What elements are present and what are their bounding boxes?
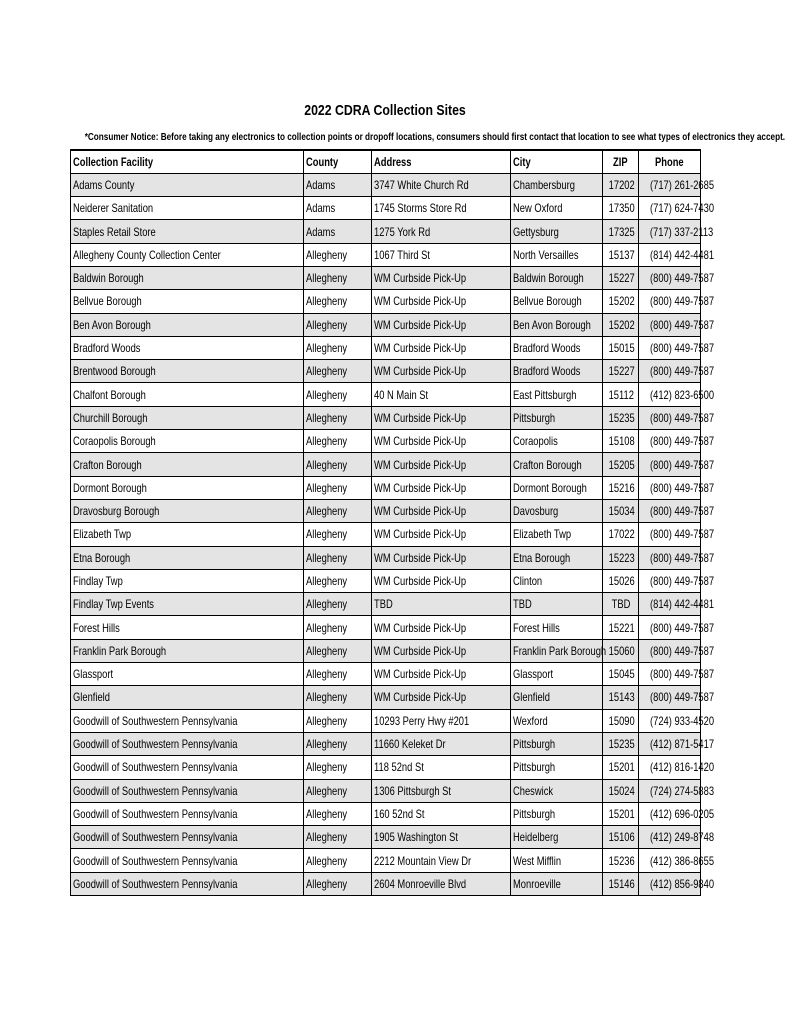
- cell-county: Allegheny: [304, 639, 372, 662]
- column-header-phone: Phone: [639, 150, 701, 173]
- cell-phone: (800) 449-7587: [639, 266, 701, 289]
- cell-county: Allegheny: [304, 732, 372, 755]
- cell-city: West Mifflin: [511, 849, 603, 872]
- cell-zip: 15026: [603, 569, 639, 592]
- cell-address: WM Curbside Pick-Up: [372, 569, 511, 592]
- cell-city: Bradford Woods: [511, 336, 603, 359]
- cell-facility: Bellvue Borough: [71, 290, 304, 313]
- cell-county: Allegheny: [304, 872, 372, 895]
- table-row: [71, 476, 701, 499]
- cell-city: Clinton: [511, 569, 603, 592]
- table-row: [71, 243, 701, 266]
- table-row: [71, 826, 701, 849]
- cell-county: Allegheny: [304, 499, 372, 522]
- cell-facility: Goodwill of Southwestern Pennsylvania: [71, 756, 304, 779]
- cell-county: Adams: [304, 173, 372, 196]
- cell-city: Bellvue Borough: [511, 290, 603, 313]
- cell-phone: (800) 449-7587: [639, 569, 701, 592]
- cell-zip: 15236: [603, 849, 639, 872]
- cell-city: Etna Borough: [511, 546, 603, 569]
- cell-facility: Forest Hills: [71, 616, 304, 639]
- cell-facility: Allegheny County Collection Center: [71, 243, 304, 266]
- cell-county: Allegheny: [304, 593, 372, 616]
- cell-zip: TBD: [603, 593, 639, 616]
- cell-zip: 15015: [603, 336, 639, 359]
- cell-zip: 15090: [603, 709, 639, 732]
- cell-address: 1275 York Rd: [372, 220, 511, 243]
- cell-phone: (800) 449-7587: [639, 663, 701, 686]
- cell-address: WM Curbside Pick-Up: [372, 546, 511, 569]
- collection-sites-table: [70, 149, 715, 896]
- cell-address: WM Curbside Pick-Up: [372, 453, 511, 476]
- table-row: [71, 802, 701, 825]
- table-row: [71, 290, 701, 313]
- cell-city: Wexford: [511, 709, 603, 732]
- table-row: [71, 663, 701, 686]
- cell-address: 2604 Monroeville Blvd: [372, 872, 511, 895]
- cell-city: North Versailles: [511, 243, 603, 266]
- cell-address: 160 52nd St: [372, 802, 511, 825]
- cell-phone: (814) 442-4481: [639, 593, 701, 616]
- cell-facility: Glassport: [71, 663, 304, 686]
- cell-city: Ben Avon Borough: [511, 313, 603, 336]
- cell-phone: (412) 871-5417: [639, 732, 701, 755]
- table-row: [71, 383, 701, 406]
- table-row: [71, 336, 701, 359]
- cell-zip: 15024: [603, 779, 639, 802]
- table-row: [71, 686, 701, 709]
- cell-address: WM Curbside Pick-Up: [372, 499, 511, 522]
- cell-city: Chambersburg: [511, 173, 603, 196]
- cell-zip: 15045: [603, 663, 639, 686]
- column-header-zip: ZIP: [603, 150, 639, 173]
- cell-zip: 15223: [603, 546, 639, 569]
- cell-zip: 15060: [603, 639, 639, 662]
- table-row: [71, 523, 701, 546]
- cell-phone: (717) 261-2685: [639, 173, 701, 196]
- cell-city: Pittsburgh: [511, 802, 603, 825]
- cell-county: Allegheny: [304, 779, 372, 802]
- cell-facility: Findlay Twp: [71, 569, 304, 592]
- cell-phone: (800) 449-7587: [639, 313, 701, 336]
- table-row: [71, 406, 701, 429]
- column-header-facility: Collection Facility: [71, 150, 304, 173]
- cell-county: Allegheny: [304, 406, 372, 429]
- cell-county: Allegheny: [304, 686, 372, 709]
- cell-address: TBD: [372, 593, 511, 616]
- cell-county: Adams: [304, 197, 372, 220]
- table-row: [71, 732, 701, 755]
- cell-address: WM Curbside Pick-Up: [372, 430, 511, 453]
- cell-facility: Baldwin Borough: [71, 266, 304, 289]
- cell-address: 3747 White Church Rd: [372, 173, 511, 196]
- cell-facility: Goodwill of Southwestern Pennsylvania: [71, 849, 304, 872]
- cell-city: Gettysburg: [511, 220, 603, 243]
- cell-city: New Oxford: [511, 197, 603, 220]
- cell-facility: Elizabeth Twp: [71, 523, 304, 546]
- column-header-address: Address: [372, 150, 511, 173]
- cell-address: WM Curbside Pick-Up: [372, 406, 511, 429]
- table-row: [71, 756, 701, 779]
- cell-phone: (717) 337-2113: [639, 220, 701, 243]
- cell-county: Allegheny: [304, 243, 372, 266]
- cell-county: Allegheny: [304, 360, 372, 383]
- cell-phone: (814) 442-4481: [639, 243, 701, 266]
- cell-facility: Etna Borough: [71, 546, 304, 569]
- table-row: [71, 546, 701, 569]
- cell-zip: 17325: [603, 220, 639, 243]
- cell-address: WM Curbside Pick-Up: [372, 266, 511, 289]
- cell-address: WM Curbside Pick-Up: [372, 476, 511, 499]
- cell-phone: (800) 449-7587: [639, 360, 701, 383]
- table-row: [71, 616, 701, 639]
- cell-county: Allegheny: [304, 569, 372, 592]
- cell-phone: (800) 449-7587: [639, 290, 701, 313]
- cell-phone: (724) 933-4520: [639, 709, 701, 732]
- cell-phone: (800) 449-7587: [639, 639, 701, 662]
- table-body: [71, 173, 715, 895]
- table-row: [71, 313, 701, 336]
- cell-address: 10293 Perry Hwy #201: [372, 709, 511, 732]
- table-row: [71, 197, 701, 220]
- table-row: [71, 709, 701, 732]
- cell-address: 1745 Storms Store Rd: [372, 197, 511, 220]
- cell-zip: 15143: [603, 686, 639, 709]
- cell-county: Allegheny: [304, 826, 372, 849]
- cell-county: Allegheny: [304, 430, 372, 453]
- cell-county: Allegheny: [304, 546, 372, 569]
- cell-address: 1905 Washington St: [372, 826, 511, 849]
- cell-county: Allegheny: [304, 290, 372, 313]
- cell-phone: (412) 823-6500: [639, 383, 701, 406]
- cell-phone: (800) 449-7587: [639, 336, 701, 359]
- cell-zip: 17022: [603, 523, 639, 546]
- cell-facility: Goodwill of Southwestern Pennsylvania: [71, 826, 304, 849]
- cell-phone: (800) 449-7587: [639, 616, 701, 639]
- cell-county: Allegheny: [304, 523, 372, 546]
- cell-phone: (800) 449-7587: [639, 476, 701, 499]
- cell-address: WM Curbside Pick-Up: [372, 639, 511, 662]
- cell-county: Allegheny: [304, 616, 372, 639]
- cell-city: Franklin Park Borough: [511, 639, 603, 662]
- cell-phone: (412) 696-0205: [639, 802, 701, 825]
- cell-city: Forest Hills: [511, 616, 603, 639]
- cell-city: Davosburg: [511, 499, 603, 522]
- table-header-row: [71, 150, 701, 173]
- cell-city: East Pittsburgh: [511, 383, 603, 406]
- cell-phone: (724) 274-5883: [639, 779, 701, 802]
- column-header-city: City: [511, 150, 603, 173]
- cell-city: Crafton Borough: [511, 453, 603, 476]
- cell-facility: Dormont Borough: [71, 476, 304, 499]
- cell-facility: Franklin Park Borough: [71, 639, 304, 662]
- table-row: [71, 173, 701, 196]
- cell-zip: 15235: [603, 406, 639, 429]
- cell-zip: 15227: [603, 266, 639, 289]
- cell-facility: Goodwill of Southwestern Pennsylvania: [71, 732, 304, 755]
- cell-county: Allegheny: [304, 663, 372, 686]
- cell-city: Elizabeth Twp: [511, 523, 603, 546]
- cell-county: Allegheny: [304, 802, 372, 825]
- cell-zip: 15235: [603, 732, 639, 755]
- cell-address: WM Curbside Pick-Up: [372, 686, 511, 709]
- cell-facility: Ben Avon Borough: [71, 313, 304, 336]
- cell-county: Allegheny: [304, 313, 372, 336]
- cell-phone: (412) 856-9840: [639, 872, 701, 895]
- table-row: [71, 872, 701, 895]
- cell-city: Glenfield: [511, 686, 603, 709]
- cell-county: Allegheny: [304, 849, 372, 872]
- table-row: [71, 499, 701, 522]
- cell-facility: Neiderer Sanitation: [71, 197, 304, 220]
- cell-facility: Glenfield: [71, 686, 304, 709]
- cell-zip: 15216: [603, 476, 639, 499]
- table-row: [71, 593, 701, 616]
- cell-address: WM Curbside Pick-Up: [372, 663, 511, 686]
- cell-phone: (800) 449-7587: [639, 523, 701, 546]
- cell-address: 118 52nd St: [372, 756, 511, 779]
- cell-city: Heidelberg: [511, 826, 603, 849]
- cell-facility: Goodwill of Southwestern Pennsylvania: [71, 779, 304, 802]
- cell-city: Cheswick: [511, 779, 603, 802]
- table-row: [71, 430, 701, 453]
- table-row: [71, 639, 701, 662]
- cell-city: TBD: [511, 593, 603, 616]
- cell-zip: 15146: [603, 872, 639, 895]
- cell-facility: Adams County: [71, 173, 304, 196]
- column-header-county: County: [304, 150, 372, 173]
- cell-city: Baldwin Borough: [511, 266, 603, 289]
- cell-phone: (412) 249-8748: [639, 826, 701, 849]
- cell-county: Allegheny: [304, 453, 372, 476]
- cell-address: WM Curbside Pick-Up: [372, 360, 511, 383]
- cell-facility: Goodwill of Southwestern Pennsylvania: [71, 709, 304, 732]
- cell-facility: Findlay Twp Events: [71, 593, 304, 616]
- cell-zip: 15201: [603, 756, 639, 779]
- cell-county: Allegheny: [304, 336, 372, 359]
- cell-zip: 17350: [603, 197, 639, 220]
- table-row: [71, 453, 701, 476]
- table-row: [71, 569, 701, 592]
- cell-county: Allegheny: [304, 383, 372, 406]
- cell-city: Pittsburgh: [511, 756, 603, 779]
- document-title: 2022 CDRA Collection Sites: [304, 102, 466, 119]
- cell-phone: (412) 816-1420: [639, 756, 701, 779]
- table-row: [71, 266, 701, 289]
- cell-facility: Crafton Borough: [71, 453, 304, 476]
- cell-zip: 15221: [603, 616, 639, 639]
- cell-address: 1067 Third St: [372, 243, 511, 266]
- cell-zip: 15201: [603, 802, 639, 825]
- cell-city: Bradford Woods: [511, 360, 603, 383]
- cell-facility: Chalfont Borough: [71, 383, 304, 406]
- cell-phone: (800) 449-7587: [639, 546, 701, 569]
- cell-zip: 15227: [603, 360, 639, 383]
- cell-facility: Bradford Woods: [71, 336, 304, 359]
- cell-county: Adams: [304, 220, 372, 243]
- cell-county: Allegheny: [304, 266, 372, 289]
- cell-zip: 15112: [603, 383, 639, 406]
- cell-address: WM Curbside Pick-Up: [372, 523, 511, 546]
- cell-zip: 15205: [603, 453, 639, 476]
- cell-county: Allegheny: [304, 476, 372, 499]
- cell-facility: Goodwill of Southwestern Pennsylvania: [71, 802, 304, 825]
- cell-county: Allegheny: [304, 709, 372, 732]
- cell-phone: (800) 449-7587: [639, 499, 701, 522]
- cell-address: WM Curbside Pick-Up: [372, 290, 511, 313]
- cell-phone: (800) 449-7587: [639, 430, 701, 453]
- cell-zip: 15202: [603, 290, 639, 313]
- table-row: [71, 360, 701, 383]
- cell-address: WM Curbside Pick-Up: [372, 616, 511, 639]
- cell-address: WM Curbside Pick-Up: [372, 313, 511, 336]
- consumer-notice: *Consumer Notice: Before taking any electronics to collection points or dropoff locations, consumers should first contact that location to see what types of electronics they accept.: [84, 131, 785, 143]
- cell-address: 1306 Pittsburgh St: [372, 779, 511, 802]
- cell-city: Coraopolis: [511, 430, 603, 453]
- cell-county: Allegheny: [304, 756, 372, 779]
- cell-zip: 17202: [603, 173, 639, 196]
- table-row: [71, 779, 701, 802]
- cell-city: Pittsburgh: [511, 732, 603, 755]
- cell-phone: (717) 624-7430: [639, 197, 701, 220]
- cell-facility: Coraopolis Borough: [71, 430, 304, 453]
- cell-address: WM Curbside Pick-Up: [372, 336, 511, 359]
- cell-phone: (800) 449-7587: [639, 686, 701, 709]
- cell-zip: 15034: [603, 499, 639, 522]
- cell-phone: (800) 449-7587: [639, 453, 701, 476]
- cell-zip: 15106: [603, 826, 639, 849]
- cell-phone: (412) 386-8655: [639, 849, 701, 872]
- cell-city: Glassport: [511, 663, 603, 686]
- cell-zip: 15108: [603, 430, 639, 453]
- cell-facility: Dravosburg Borough: [71, 499, 304, 522]
- cell-zip: 15202: [603, 313, 639, 336]
- cell-city: Dormont Borough: [511, 476, 603, 499]
- cell-zip: 15137: [603, 243, 639, 266]
- cell-address: 40 N Main St: [372, 383, 511, 406]
- cell-city: Pittsburgh: [511, 406, 603, 429]
- cell-facility: Brentwood Borough: [71, 360, 304, 383]
- cell-facility: Goodwill of Southwestern Pennsylvania: [71, 872, 304, 895]
- table-row: [71, 849, 701, 872]
- cell-address: 2212 Mountain View Dr: [372, 849, 511, 872]
- table-row: [71, 220, 701, 243]
- cell-phone: (800) 449-7587: [639, 406, 701, 429]
- cell-address: 11660 Keleket Dr: [372, 732, 511, 755]
- cell-facility: Staples Retail Store: [71, 220, 304, 243]
- cell-city: Monroeville: [511, 872, 603, 895]
- cell-facility: Churchill Borough: [71, 406, 304, 429]
